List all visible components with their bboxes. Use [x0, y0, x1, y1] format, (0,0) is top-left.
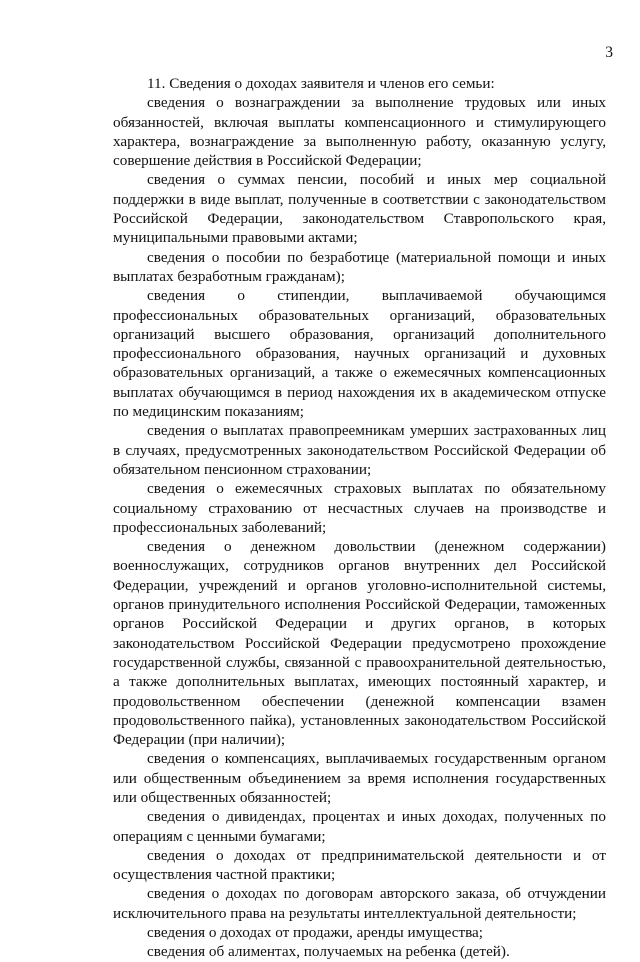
list-item-insurance-payments: сведения о ежемесячных страховых выплатах по обязательному социальному страхованию от несчастных случаев на производстве и профессиональных заболеваний; [113, 480, 606, 536]
list-item-alimony: сведения об алиментах, получаемых на ребенка (детей). [147, 943, 510, 961]
page-number: 3 [605, 44, 613, 61]
list-item-scholarship: сведения о стипендии, выплачиваемой обучающимся профессиональных образовательных организаций, образовательных организаций высшего образования, организаций дополнительного профессионального образования, научных организаций и духовных образовательных организаций, а также о ежемесячных компенсационных выплатах обучающимся в период нахождения их в академическом отпуске по медицинским показаниям; [113, 287, 606, 421]
list-item-pensions-benefits: сведения о суммах пенсии, пособий и иных мер социальной поддержки в виде выплат, полученные в соответствии с законодательством Российской Федерации, законодательством Ставропольского края, муниципальными правовыми актами; [113, 171, 606, 247]
list-item-dividends: сведения о дивидендах, процентах и иных доходах, полученных по операциям с ценными бумагами; [113, 808, 606, 845]
list-item-business-income: сведения о доходах от предпринимательской деятельности и от осуществления частной практики; [113, 846, 606, 884]
list-item-successor-payments: сведения о выплатах правопреемникам умерших застрахованных лиц в случаях, предусмотренных законодательством Российской Федерации об обязательном пенсионном страховании; [113, 422, 606, 478]
list-item-property-income: сведения о доходах от продажи, аренды имущества; [147, 924, 484, 942]
document-body [113, 74, 606, 962]
list-item-employment-income: сведения о вознаграждении за выполнение трудовых или иных обязанностей, включая выплаты компенсационного и стимулирующего характера, вознаграждение за выполненную работу, оказанную услугу, совершение действия в Российской Федерации; [113, 94, 606, 170]
section-heading: 11. Сведения о доходах заявителя и членов его семьи: [147, 75, 495, 92]
list-item-compensations: сведения о компенсациях, выплачиваемых государственным органом или общественным объединением за время исполнения государственных или общественных обязанностей; [113, 750, 606, 806]
list-item-unemployment-benefit: сведения о пособии по безработице (материальной помощи и иных выплатах безработным гражданам); [113, 248, 606, 285]
list-item-military-allowance: сведения о денежном довольствии (денежном содержании) военнослужащих, сотрудников органов внутренних дел Российской Федерации, учреждений и органов уголовно-исполнительной системы, органов принудительного исполнения Российской Федерации, таможенных органов Российской Федерации и других органов, в которых законодательством Российской Федерации предусмотрено прохождение государственной службы, связанной с правоохранительной деятельностью, а также дополнительных выплатах, имеющих постоянный характер, и продовольственном обеспечении (денежной компенсации взамен продовольственного пайка), установленных законодательством Российской Федерации (при наличии); [113, 538, 606, 749]
list-item-author-contracts: сведения о доходах по договорам авторского заказа, об отчуждении исключительного права на результаты интеллектуальной деятельности; [113, 885, 606, 922]
